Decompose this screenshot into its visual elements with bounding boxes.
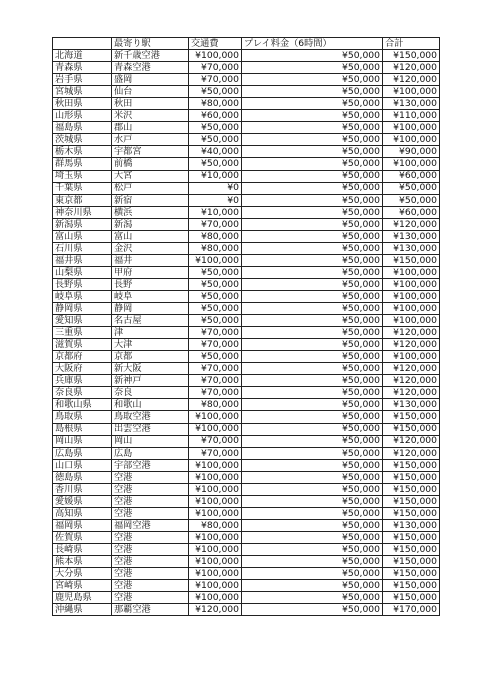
table-header-row <box>53 38 440 50</box>
prefecture-cell: 鳥取県 <box>53 411 112 423</box>
play-fee-cell: ¥50,000 <box>242 375 383 387</box>
total-cell: ¥120,000 <box>383 435 440 447</box>
total-cell: ¥150,000 <box>383 507 440 519</box>
station-cell: 岐阜 <box>112 290 189 302</box>
table-row <box>53 74 440 86</box>
table-row <box>53 363 440 375</box>
transport-fee-cell: ¥70,000 <box>189 447 242 459</box>
prefecture-cell: 岡山県 <box>53 435 112 447</box>
transport-fee-cell: ¥80,000 <box>189 98 242 110</box>
prefecture-cell: 香川県 <box>53 483 112 495</box>
table-row <box>53 471 440 483</box>
table-row <box>53 531 440 543</box>
station-cell: 長野 <box>112 278 189 290</box>
total-cell: ¥120,000 <box>383 363 440 375</box>
transport-fee-cell: ¥70,000 <box>189 218 242 230</box>
prefecture-cell: 熊本県 <box>53 556 112 568</box>
table-row <box>53 266 440 278</box>
play-fee-cell: ¥50,000 <box>242 471 383 483</box>
transport-fee-cell: ¥50,000 <box>189 290 242 302</box>
table-row <box>53 182 440 194</box>
table-row <box>53 339 440 351</box>
transport-fee-cell: ¥50,000 <box>189 86 242 98</box>
total-cell: ¥100,000 <box>383 303 440 315</box>
total-cell: ¥170,000 <box>383 604 440 616</box>
station-cell: 宇都宮 <box>112 146 189 158</box>
header-transport-fee: 交通費 <box>189 38 242 50</box>
transport-fee-cell: ¥100,000 <box>189 507 242 519</box>
table-row <box>53 278 440 290</box>
play-fee-cell: ¥50,000 <box>242 86 383 98</box>
station-cell: 出雲空港 <box>112 423 189 435</box>
play-fee-cell: ¥50,000 <box>242 230 383 242</box>
table-row <box>53 483 440 495</box>
play-fee-cell: ¥50,000 <box>242 206 383 218</box>
prefecture-cell: 長崎県 <box>53 543 112 555</box>
prefecture-cell: 徳島県 <box>53 471 112 483</box>
prefecture-cell: 鹿児島県 <box>53 592 112 604</box>
table-row <box>53 375 440 387</box>
table-row <box>53 206 440 218</box>
prefecture-cell: 宮城県 <box>53 86 112 98</box>
station-cell: 静岡 <box>112 303 189 315</box>
play-fee-cell: ¥50,000 <box>242 303 383 315</box>
play-fee-cell: ¥50,000 <box>242 170 383 182</box>
station-cell: 新大阪 <box>112 363 189 375</box>
prefecture-cell: 京都府 <box>53 351 112 363</box>
transport-fee-cell: ¥100,000 <box>189 471 242 483</box>
table-row <box>53 580 440 592</box>
prefecture-cell: 高知県 <box>53 507 112 519</box>
total-cell: ¥120,000 <box>383 74 440 86</box>
table-row <box>53 604 440 616</box>
play-fee-cell: ¥50,000 <box>242 459 383 471</box>
prefecture-cell: 神奈川県 <box>53 206 112 218</box>
station-cell: 岡山 <box>112 435 189 447</box>
transport-fee-cell: ¥50,000 <box>189 266 242 278</box>
prefecture-cell: 栃木県 <box>53 146 112 158</box>
transport-fee-cell: ¥60,000 <box>189 110 242 122</box>
prefecture-cell: 島根県 <box>53 423 112 435</box>
station-cell: 空港 <box>112 592 189 604</box>
fee-table <box>52 37 440 616</box>
total-cell: ¥150,000 <box>383 483 440 495</box>
prefecture-cell: 秋田県 <box>53 98 112 110</box>
total-cell: ¥100,000 <box>383 315 440 327</box>
station-cell: 鳥取空港 <box>112 411 189 423</box>
transport-fee-cell: ¥50,000 <box>189 158 242 170</box>
table-row <box>53 290 440 302</box>
play-fee-cell: ¥50,000 <box>242 351 383 363</box>
total-cell: ¥100,000 <box>383 122 440 134</box>
table-row <box>53 519 440 531</box>
prefecture-cell: 愛知県 <box>53 315 112 327</box>
table-row <box>53 303 440 315</box>
table-row <box>53 146 440 158</box>
play-fee-cell: ¥50,000 <box>242 543 383 555</box>
play-fee-cell: ¥50,000 <box>242 339 383 351</box>
play-fee-cell: ¥50,000 <box>242 218 383 230</box>
table-row <box>53 543 440 555</box>
play-fee-cell: ¥50,000 <box>242 122 383 134</box>
prefecture-cell: 埼玉県 <box>53 170 112 182</box>
total-cell: ¥150,000 <box>383 580 440 592</box>
prefecture-cell: 茨城県 <box>53 134 112 146</box>
prefecture-cell: 福井県 <box>53 254 112 266</box>
total-cell: ¥60,000 <box>383 206 440 218</box>
table-row <box>53 86 440 98</box>
prefecture-cell: 富山県 <box>53 230 112 242</box>
station-cell: 空港 <box>112 483 189 495</box>
play-fee-cell: ¥50,000 <box>242 363 383 375</box>
prefecture-cell: 兵庫県 <box>53 375 112 387</box>
transport-fee-cell: ¥80,000 <box>189 230 242 242</box>
station-cell: 盛岡 <box>112 74 189 86</box>
total-cell: ¥150,000 <box>383 531 440 543</box>
play-fee-cell: ¥50,000 <box>242 495 383 507</box>
table-row <box>53 495 440 507</box>
prefecture-cell: 群馬県 <box>53 158 112 170</box>
total-cell: ¥150,000 <box>383 50 440 62</box>
prefecture-cell: 奈良県 <box>53 387 112 399</box>
play-fee-cell: ¥50,000 <box>242 411 383 423</box>
transport-fee-cell: ¥80,000 <box>189 519 242 531</box>
transport-fee-cell: ¥100,000 <box>189 592 242 604</box>
prefecture-cell: 大分県 <box>53 568 112 580</box>
total-cell: ¥150,000 <box>383 459 440 471</box>
prefecture-cell: 長野県 <box>53 278 112 290</box>
play-fee-cell: ¥50,000 <box>242 134 383 146</box>
play-fee-cell: ¥50,000 <box>242 399 383 411</box>
prefecture-cell: 山梨県 <box>53 266 112 278</box>
transport-fee-cell: ¥10,000 <box>189 170 242 182</box>
play-fee-cell: ¥50,000 <box>242 266 383 278</box>
prefecture-cell: 北海道 <box>53 50 112 62</box>
total-cell: ¥150,000 <box>383 423 440 435</box>
station-cell: 和歌山 <box>112 399 189 411</box>
total-cell: ¥60,000 <box>383 170 440 182</box>
table-row <box>53 423 440 435</box>
table-row <box>53 98 440 110</box>
play-fee-cell: ¥50,000 <box>242 182 383 194</box>
prefecture-cell: 山口県 <box>53 459 112 471</box>
play-fee-cell: ¥50,000 <box>242 519 383 531</box>
station-cell: 前橋 <box>112 158 189 170</box>
station-cell: 松戸 <box>112 182 189 194</box>
station-cell: 空港 <box>112 568 189 580</box>
prefecture-cell: 和歌山県 <box>53 399 112 411</box>
header-play-fee: プレイ料金（6時間） <box>242 38 383 50</box>
header-total: 合計 <box>383 38 440 50</box>
transport-fee-cell: ¥70,000 <box>189 435 242 447</box>
station-cell: 空港 <box>112 580 189 592</box>
station-cell: 大津 <box>112 339 189 351</box>
station-cell: 大宮 <box>112 170 189 182</box>
station-cell: 福岡空港 <box>112 519 189 531</box>
total-cell: ¥100,000 <box>383 278 440 290</box>
header-nearest-station: 最寄り駅 <box>112 38 189 50</box>
play-fee-cell: ¥50,000 <box>242 423 383 435</box>
station-cell: 甲府 <box>112 266 189 278</box>
total-cell: ¥150,000 <box>383 568 440 580</box>
table-row <box>53 387 440 399</box>
transport-fee-cell: ¥100,000 <box>189 423 242 435</box>
prefecture-cell: 石川県 <box>53 242 112 254</box>
total-cell: ¥120,000 <box>383 62 440 74</box>
play-fee-cell: ¥50,000 <box>242 315 383 327</box>
transport-fee-cell: ¥100,000 <box>189 495 242 507</box>
transport-fee-cell: ¥70,000 <box>189 387 242 399</box>
play-fee-cell: ¥50,000 <box>242 580 383 592</box>
play-fee-cell: ¥50,000 <box>242 146 383 158</box>
total-cell: ¥130,000 <box>383 98 440 110</box>
table-row <box>53 459 440 471</box>
station-cell: 空港 <box>112 495 189 507</box>
total-cell: ¥150,000 <box>383 556 440 568</box>
prefecture-cell: 佐賀県 <box>53 531 112 543</box>
total-cell: ¥100,000 <box>383 158 440 170</box>
prefecture-cell: 青森県 <box>53 62 112 74</box>
transport-fee-cell: ¥50,000 <box>189 122 242 134</box>
prefecture-cell: 大阪府 <box>53 363 112 375</box>
transport-fee-cell: ¥100,000 <box>189 254 242 266</box>
table-row <box>53 194 440 206</box>
prefecture-cell: 福岡県 <box>53 519 112 531</box>
total-cell: ¥50,000 <box>383 194 440 206</box>
prefecture-cell: 三重県 <box>53 327 112 339</box>
transport-fee-cell: ¥50,000 <box>189 303 242 315</box>
total-cell: ¥50,000 <box>383 182 440 194</box>
play-fee-cell: ¥50,000 <box>242 483 383 495</box>
play-fee-cell: ¥50,000 <box>242 435 383 447</box>
transport-fee-cell: ¥50,000 <box>189 134 242 146</box>
table-row <box>53 218 440 230</box>
table-row <box>53 507 440 519</box>
table-row <box>53 122 440 134</box>
transport-fee-cell: ¥50,000 <box>189 351 242 363</box>
table-row <box>53 315 440 327</box>
total-cell: ¥130,000 <box>383 242 440 254</box>
prefecture-cell: 東京都 <box>53 194 112 206</box>
prefecture-cell: 広島県 <box>53 447 112 459</box>
station-cell: 空港 <box>112 507 189 519</box>
play-fee-cell: ¥50,000 <box>242 110 383 122</box>
station-cell: 米沢 <box>112 110 189 122</box>
play-fee-cell: ¥50,000 <box>242 592 383 604</box>
table-row <box>53 134 440 146</box>
total-cell: ¥100,000 <box>383 266 440 278</box>
transport-fee-cell: ¥0 <box>189 182 242 194</box>
station-cell: 奈良 <box>112 387 189 399</box>
transport-fee-cell: ¥100,000 <box>189 580 242 592</box>
table-row <box>53 399 440 411</box>
play-fee-cell: ¥50,000 <box>242 568 383 580</box>
transport-fee-cell: ¥100,000 <box>189 568 242 580</box>
prefecture-cell: 山形県 <box>53 110 112 122</box>
total-cell: ¥130,000 <box>383 519 440 531</box>
play-fee-cell: ¥50,000 <box>242 98 383 110</box>
table-row <box>53 447 440 459</box>
transport-fee-cell: ¥120,000 <box>189 604 242 616</box>
play-fee-cell: ¥50,000 <box>242 242 383 254</box>
play-fee-cell: ¥50,000 <box>242 254 383 266</box>
station-cell: 富山 <box>112 230 189 242</box>
play-fee-cell: ¥50,000 <box>242 531 383 543</box>
play-fee-cell: ¥50,000 <box>242 604 383 616</box>
transport-fee-cell: ¥70,000 <box>189 363 242 375</box>
station-cell: 京都 <box>112 351 189 363</box>
transport-fee-cell: ¥100,000 <box>189 531 242 543</box>
play-fee-cell: ¥50,000 <box>242 327 383 339</box>
table-row <box>53 254 440 266</box>
prefecture-cell: 千葉県 <box>53 182 112 194</box>
total-cell: ¥150,000 <box>383 543 440 555</box>
station-cell: 空港 <box>112 543 189 555</box>
total-cell: ¥150,000 <box>383 592 440 604</box>
transport-fee-cell: ¥100,000 <box>189 411 242 423</box>
total-cell: ¥150,000 <box>383 411 440 423</box>
prefecture-cell: 静岡県 <box>53 303 112 315</box>
play-fee-cell: ¥50,000 <box>242 507 383 519</box>
table-row <box>53 411 440 423</box>
transport-fee-cell: ¥70,000 <box>189 339 242 351</box>
table-row <box>53 351 440 363</box>
transport-fee-cell: ¥100,000 <box>189 556 242 568</box>
table-row <box>53 556 440 568</box>
prefecture-cell: 福島県 <box>53 122 112 134</box>
station-cell: 金沢 <box>112 242 189 254</box>
table-row <box>53 592 440 604</box>
transport-fee-cell: ¥80,000 <box>189 399 242 411</box>
prefecture-cell: 沖縄県 <box>53 604 112 616</box>
prefecture-cell: 新潟県 <box>53 218 112 230</box>
total-cell: ¥120,000 <box>383 339 440 351</box>
prefecture-cell: 岩手県 <box>53 74 112 86</box>
station-cell: 新潟 <box>112 218 189 230</box>
total-cell: ¥100,000 <box>383 290 440 302</box>
total-cell: ¥100,000 <box>383 351 440 363</box>
table-row <box>53 158 440 170</box>
play-fee-cell: ¥50,000 <box>242 387 383 399</box>
station-cell: 空港 <box>112 471 189 483</box>
table-row <box>53 242 440 254</box>
transport-fee-cell: ¥50,000 <box>189 315 242 327</box>
play-fee-cell: ¥50,000 <box>242 74 383 86</box>
transport-fee-cell: ¥10,000 <box>189 206 242 218</box>
table-row <box>53 110 440 122</box>
table-row <box>53 568 440 580</box>
prefecture-cell: 岐阜県 <box>53 290 112 302</box>
total-cell: ¥90,000 <box>383 146 440 158</box>
play-fee-cell: ¥50,000 <box>242 447 383 459</box>
station-cell: 福井 <box>112 254 189 266</box>
transport-fee-cell: ¥70,000 <box>189 327 242 339</box>
play-fee-cell: ¥50,000 <box>242 62 383 74</box>
play-fee-cell: ¥50,000 <box>242 290 383 302</box>
header-prefecture <box>53 38 112 50</box>
station-cell: 水戸 <box>112 134 189 146</box>
transport-fee-cell: ¥100,000 <box>189 50 242 62</box>
station-cell: 広島 <box>112 447 189 459</box>
transport-fee-cell: ¥80,000 <box>189 242 242 254</box>
station-cell: 青森空港 <box>112 62 189 74</box>
transport-fee-cell: ¥0 <box>189 194 242 206</box>
station-cell: 宇部空港 <box>112 459 189 471</box>
table-row <box>53 435 440 447</box>
total-cell: ¥120,000 <box>383 375 440 387</box>
total-cell: ¥150,000 <box>383 254 440 266</box>
play-fee-cell: ¥50,000 <box>242 278 383 290</box>
transport-fee-cell: ¥70,000 <box>189 375 242 387</box>
total-cell: ¥130,000 <box>383 399 440 411</box>
table-body <box>53 50 440 616</box>
transport-fee-cell: ¥70,000 <box>189 62 242 74</box>
station-cell: 名古屋 <box>112 315 189 327</box>
total-cell: ¥120,000 <box>383 387 440 399</box>
station-cell: 新宿 <box>112 194 189 206</box>
total-cell: ¥100,000 <box>383 86 440 98</box>
station-cell: 空港 <box>112 556 189 568</box>
total-cell: ¥120,000 <box>383 327 440 339</box>
table-row <box>53 230 440 242</box>
transport-fee-cell: ¥100,000 <box>189 459 242 471</box>
transport-fee-cell: ¥100,000 <box>189 543 242 555</box>
table-row <box>53 62 440 74</box>
transport-fee-cell: ¥100,000 <box>189 483 242 495</box>
total-cell: ¥120,000 <box>383 447 440 459</box>
play-fee-cell: ¥50,000 <box>242 50 383 62</box>
transport-fee-cell: ¥40,000 <box>189 146 242 158</box>
station-cell: 空港 <box>112 531 189 543</box>
play-fee-cell: ¥50,000 <box>242 556 383 568</box>
table-row <box>53 327 440 339</box>
table-row <box>53 50 440 62</box>
total-cell: ¥150,000 <box>383 495 440 507</box>
transport-fee-cell: ¥50,000 <box>189 278 242 290</box>
station-cell: 新千歳空港 <box>112 50 189 62</box>
prefecture-cell: 滋賀県 <box>53 339 112 351</box>
transport-fee-cell: ¥70,000 <box>189 74 242 86</box>
table-row <box>53 170 440 182</box>
total-cell: ¥110,000 <box>383 110 440 122</box>
total-cell: ¥100,000 <box>383 134 440 146</box>
station-cell: 那覇空港 <box>112 604 189 616</box>
prefecture-cell: 愛媛県 <box>53 495 112 507</box>
station-cell: 新神戸 <box>112 375 189 387</box>
total-cell: ¥150,000 <box>383 471 440 483</box>
total-cell: ¥120,000 <box>383 218 440 230</box>
station-cell: 秋田 <box>112 98 189 110</box>
station-cell: 郡山 <box>112 122 189 134</box>
station-cell: 津 <box>112 327 189 339</box>
play-fee-cell: ¥50,000 <box>242 194 383 206</box>
play-fee-cell: ¥50,000 <box>242 158 383 170</box>
prefecture-cell: 宮崎県 <box>53 580 112 592</box>
station-cell: 仙台 <box>112 86 189 98</box>
station-cell: 横浜 <box>112 206 189 218</box>
total-cell: ¥130,000 <box>383 230 440 242</box>
